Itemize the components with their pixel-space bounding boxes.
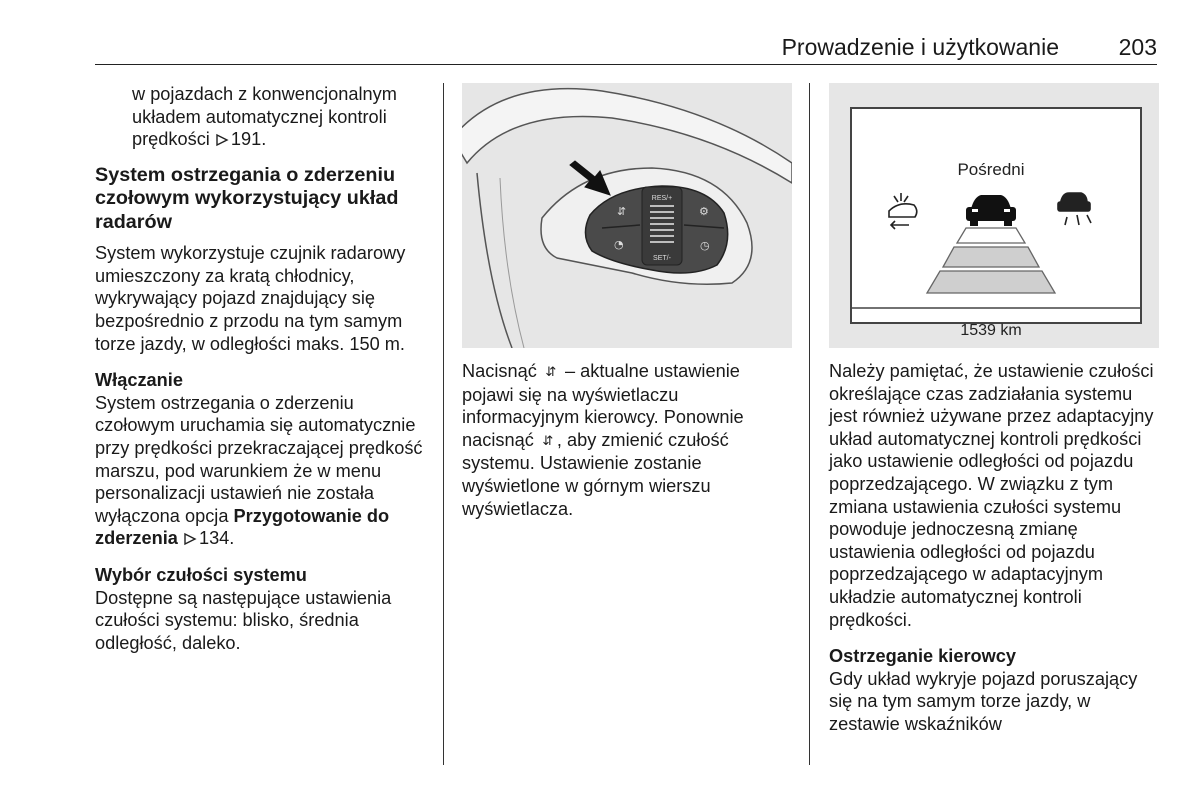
- fcw-paragraph: System wykorzystuje czujnik radarowy umieszczony za kratą chłodnicy, wykrywający pojazd znajdujący się bezpośrednio z przodu na tym samym torze jazdy, w odległości maks. 150 m.: [95, 243, 406, 354]
- press-change-text: , aby zmienić czułość systemu. Ustawienie zostanie wyświetlone w górnym wierszu wyświetlacza.: [462, 429, 729, 519]
- intro-text: w pojazdach z konwencjonalnym układem automatycznej kontroli prędkości: [132, 84, 397, 150]
- ref-arrow-icon: [183, 527, 199, 550]
- warning-paragraph: Gdy układ wykryje pojazd poruszający się na tym samym torze jazdy, w zestawie wskaźników: [829, 668, 1138, 734]
- column-3: [829, 83, 1159, 736]
- activation-page-ref: 134.: [198, 528, 235, 549]
- page-number: 203: [1118, 34, 1157, 60]
- svg-text:◷: ◷: [700, 239, 710, 252]
- sensitivity-paragraph: Dostępne są następujące ustawienia czułości systemu: blisko, średnia odległość, daleko.: [95, 587, 392, 653]
- svg-text:◔: ◔: [614, 238, 624, 251]
- warning-heading: Ostrzeganie kierowcy: [829, 646, 1017, 667]
- press-text: Nacisnąć: [462, 361, 537, 381]
- sensitivity-heading: Wybór czułości systemu: [95, 565, 307, 585]
- steering-wheel-figure: [462, 83, 792, 348]
- activation-option: Przygotowanie do zderzenia: [95, 505, 390, 549]
- col2-paragraph: [462, 360, 792, 520]
- ref-arrow-icon: [215, 128, 231, 151]
- svg-text:⇵: ⇵: [617, 205, 627, 218]
- fcw-heading: System ostrzegania o zderzeniu czołowym wykorzystujący układ radarów: [95, 163, 399, 233]
- col3-paragraph: Należy pamiętać, że ustawienie czułości określające czas zadziałania systemu jest również używane przez adaptacyjny układ automatycznej kontroli prędkości jako ustawienie odległości od pojazdu poprzedzającego. W związku z tym zmiana ustawienia czułości systemu powoduje jednoczesną zmianę ustawienia odległości od pojazdu poprzedzającego w adaptacyjnym układzie automatycznej kontroli prędkości.: [829, 361, 1154, 630]
- column-1: [95, 83, 430, 654]
- column-2: [462, 83, 792, 520]
- activation-paragraph: [95, 392, 430, 550]
- page-header: [95, 30, 1157, 65]
- set-label: SET/-: [653, 255, 671, 262]
- car-gap-icon: ⇵: [542, 432, 554, 448]
- display-figure: [829, 83, 1159, 348]
- press-desc-text: – aktualne ustawienie pojawi się na wyświetlaczu informacyjnym kierowcy. Ponownie nacisnąć: [462, 361, 744, 450]
- car-gap-icon: ⇵: [545, 364, 557, 379]
- odometer-value: 1539 km: [960, 322, 1022, 339]
- res-label: RES/+: [651, 195, 673, 202]
- intro-page-ref: 191.: [230, 129, 267, 150]
- activation-text: System ostrzegania o zderzeniu czołowym uruchamia się automatycznie przy prędkości przekraczającej prędkość marszu, pod warunkiem że w menu personalizacji ustawień nie została wyłączona opcja: [95, 392, 423, 526]
- column-divider: [809, 83, 810, 765]
- sensitivity-mode-label: Pośredni: [957, 160, 1025, 179]
- page-title: Prowadzenie i użytkowanie: [781, 34, 1059, 60]
- svg-text:⚙: ⚙: [699, 205, 709, 218]
- activation-heading: Włączanie: [95, 370, 183, 391]
- intro-paragraph: [95, 83, 430, 151]
- column-divider: [443, 83, 444, 765]
